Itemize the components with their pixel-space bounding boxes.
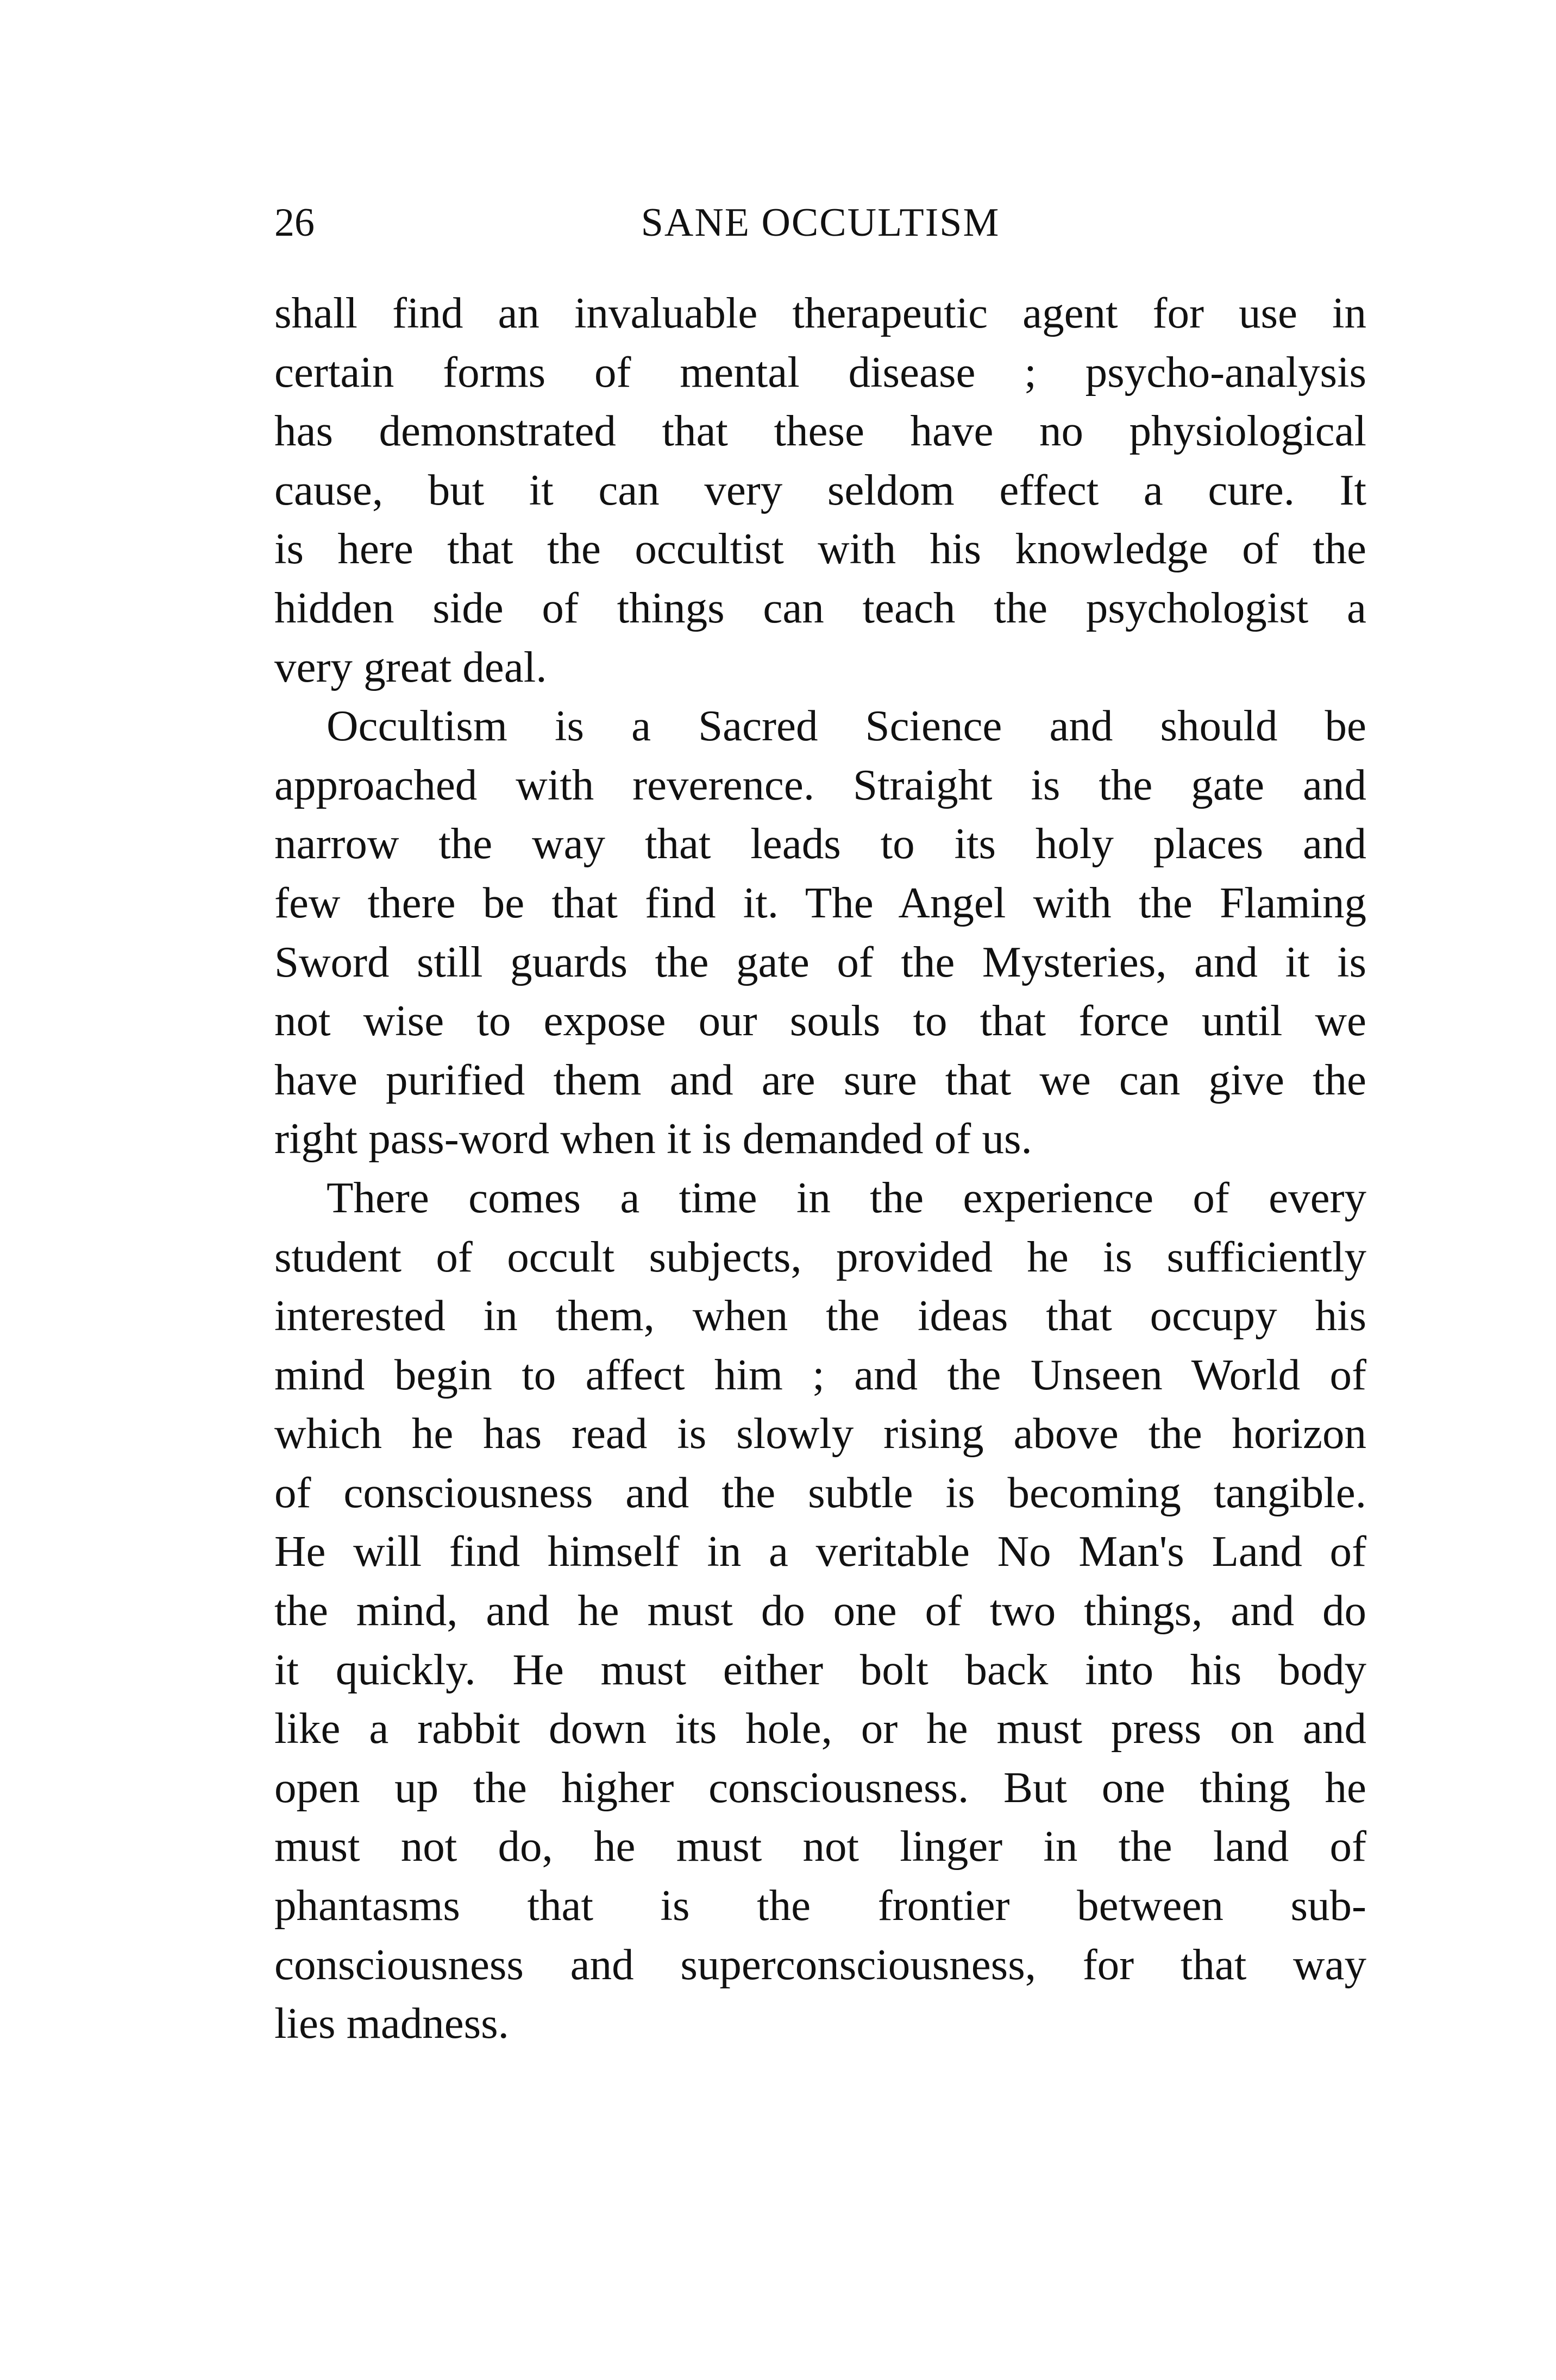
text-line: like a rabbit down its hole, or he must press on and bbox=[274, 1704, 1366, 1753]
text-line: must not do, he must not linger in the land of bbox=[274, 1822, 1366, 1871]
text-line: narrow the way that leads to its holy places and bbox=[274, 819, 1366, 868]
body-text bbox=[274, 284, 1366, 2053]
text-line: student of occult subjects, provided he is sufficiently bbox=[274, 1232, 1366, 1281]
text-line: consciousness and superconsciousness, for that way bbox=[274, 1940, 1366, 1989]
text-line: There comes a time in the experience of every bbox=[327, 1173, 1366, 1222]
text-line: open up the higher consciousness. But one thing he bbox=[274, 1762, 1366, 1812]
text-line: have purified them and are sure that we can give the bbox=[274, 1055, 1366, 1104]
text-line: certain forms of mental disease ; psycho-analysis bbox=[274, 347, 1366, 396]
text-line: Sword still guards the gate of the Mysteries, and it is bbox=[274, 937, 1366, 986]
text-line: is here that the occultist with his knowledge of the bbox=[274, 524, 1366, 574]
text-line: Occultism is a Sacred Science and should be bbox=[327, 701, 1366, 751]
text-line: hidden side of things can teach the psychologist a bbox=[274, 583, 1366, 632]
text-line: phantasms that is the frontier between sub- bbox=[274, 1881, 1366, 1930]
text-line: right pass-word when it is demanded of us. bbox=[274, 1114, 1032, 1163]
text-line: few there be that find it. The Angel with the Flaming bbox=[274, 878, 1366, 927]
text-line: lies madness. bbox=[274, 1999, 509, 2048]
text-line: cause, but it can very seldom effect a cure. It bbox=[274, 465, 1366, 514]
text-line: interested in them, when the ideas that occupy his bbox=[274, 1291, 1366, 1340]
running-title: SANE OCCULTISM bbox=[641, 200, 1000, 245]
text-line: He will find himself in a veritable No Man's Land of bbox=[274, 1527, 1366, 1576]
text-line: it quickly. He must either bolt back into his body bbox=[274, 1645, 1366, 1694]
text-line: not wise to expose our souls to that force until we bbox=[274, 996, 1366, 1046]
text-line: has demonstrated that these have no physiological bbox=[274, 406, 1366, 456]
text-line: shall find an invaluable therapeutic agent for use in bbox=[274, 288, 1366, 337]
running-head bbox=[274, 193, 1366, 253]
text-line: of consciousness and the subtle is becoming tangible. bbox=[274, 1468, 1366, 1517]
text-line: approached with reverence. Straight is the gate and bbox=[274, 760, 1366, 809]
text-line: very great deal. bbox=[274, 642, 547, 691]
text-line: mind begin to affect him ; and the Unseen World of bbox=[274, 1350, 1366, 1399]
page-number: 26 bbox=[274, 200, 315, 245]
text-line: the mind, and he must do one of two things, and do bbox=[274, 1586, 1366, 1635]
text-line: which he has read is slowly rising above the horizon bbox=[274, 1409, 1366, 1458]
